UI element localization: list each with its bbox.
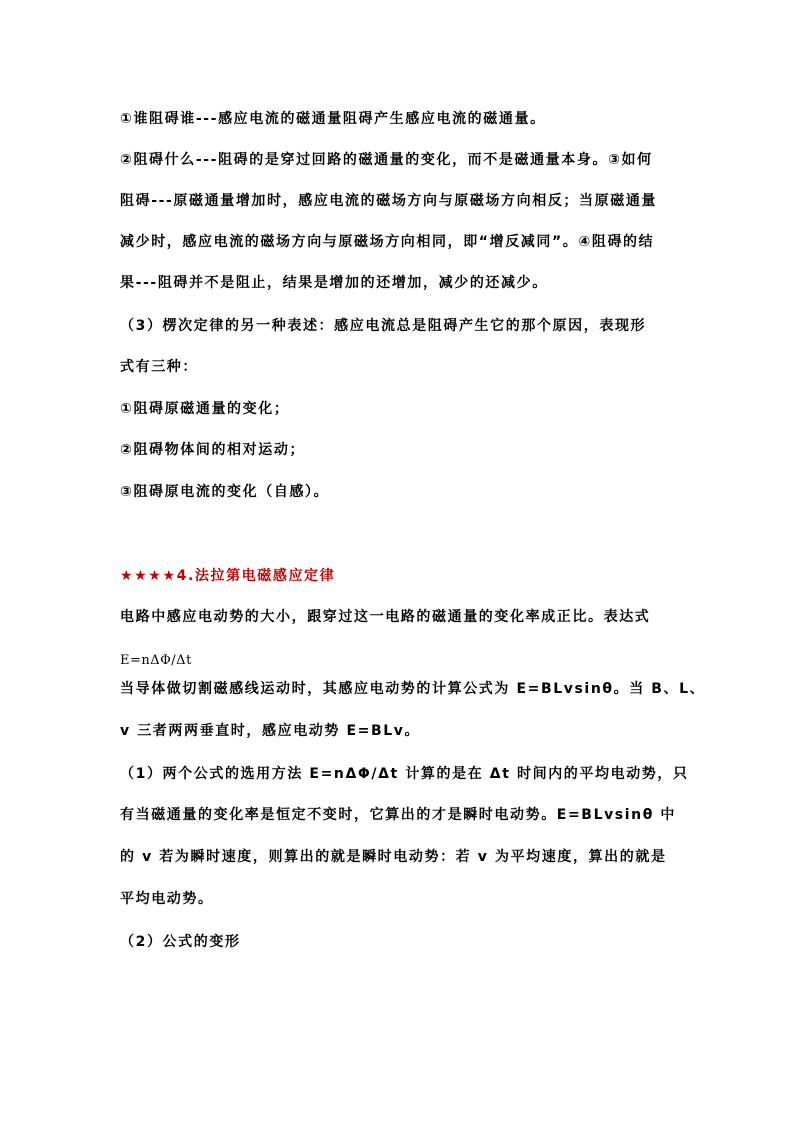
section-heading: ★★★★4.法拉第电磁感应定律 — [120, 568, 336, 584]
formula: E=nΔΦ/Δt — [120, 653, 192, 668]
text-line: 电路中感应电动势的大小，跟穿过这一电路的磁通量的变化率成正比。表达式 — [120, 609, 651, 625]
text-line: v 三者两两垂直时，感应电动势 E=BLv。 — [120, 723, 421, 739]
list-item: ②阻碍物体间的相对运动； — [120, 442, 306, 458]
text-line: 阻碍---原磁通量增加时，感应电流的磁场方向与原磁场方向相反；当原磁通量 — [120, 193, 658, 209]
list-item: ①阻碍原磁通量的变化； — [120, 401, 290, 417]
text-line: 果---阻碍并不是阻止，结果是增加的还增加，减少的还减少。 — [120, 275, 548, 291]
subsection-heading: （2）公式的变形 — [120, 934, 241, 950]
text-line: 当导体做切割磁感线运动时，其感应电动势的计算公式为 E=BLvsinθ。当 B、L、 — [120, 681, 706, 697]
text-line: ②阻碍什么---阻碍的是穿过回路的磁通量的变化，而不是磁通量本身。③如何 — [120, 152, 653, 168]
text-line: 式有三种： — [120, 359, 198, 375]
text-line: 的 v 若为瞬时速度，则算出的就是瞬时电动势：若 v 为平均速度，算出的就是 — [120, 849, 667, 865]
text-line: 减少时，感应电流的磁场方向与原磁场方向相同，即“增反减同”。④阻碍的结 — [120, 234, 655, 250]
list-item: ③阻碍原电流的变化（自感）。 — [120, 484, 330, 500]
text-line: ①谁阻碍谁---感应电流的磁通量阻碍产生感应电流的磁通量。 — [120, 111, 546, 127]
text-line: 平均电动势。 — [120, 891, 214, 907]
text-line: 有当磁通量的变化率是恒定不变时，它算出的才是瞬时电动势。E=BLvsinθ 中 — [120, 807, 677, 823]
text-line: （3）楞次定律的另一种表述：感应电流总是阻碍产生它的那个原因，表现形 — [120, 318, 647, 334]
text-line: （1）两个公式的选用方法 E=nΔΦ/Δt 计算的是在 Δt 时间内的平均电动势，只 — [120, 766, 689, 782]
